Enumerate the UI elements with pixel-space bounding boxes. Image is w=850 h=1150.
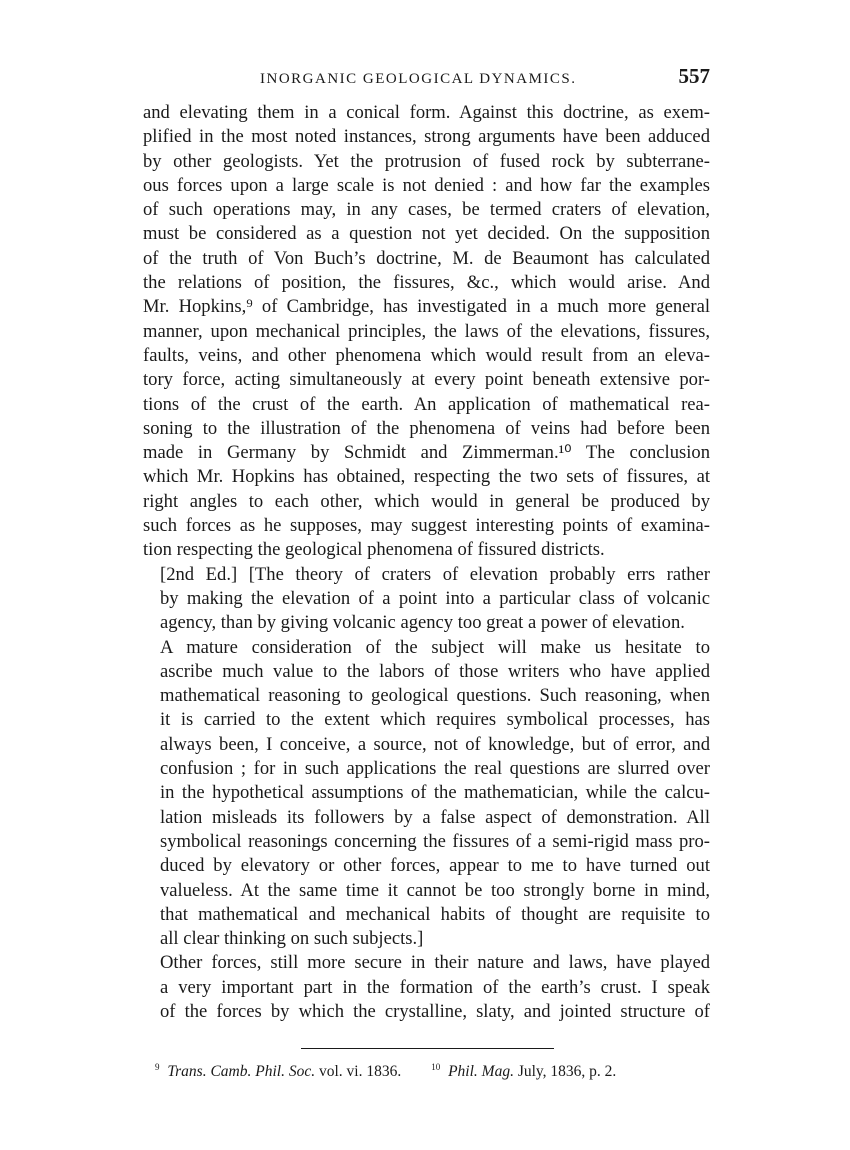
- paragraph-1: [143, 101, 710, 563]
- footnote-detail: July, 1836, p. 2.: [517, 1063, 617, 1080]
- paragraph-4: [143, 951, 710, 1024]
- text-line: which Mr. Hopkins has obtained, respecting the two sets of fissures, at: [143, 466, 710, 488]
- paragraph-3: [143, 636, 710, 952]
- text-line: by making the elevation of a point into a particular class of volcanic: [160, 587, 710, 609]
- text-line: of the truth of Von Buch’s doctrine, M. de Beaumont has calculated: [143, 247, 710, 269]
- footnote-9: [155, 1062, 401, 1081]
- text-line: must be considered as a question not yet decided. On the supposition: [143, 223, 710, 245]
- text-line: ous forces upon a large scale is not denied : and how far the examples: [143, 174, 710, 196]
- text-line: valueless. At the same time it cannot be too strongly borne in mind,: [160, 879, 710, 901]
- text-line: Mr. Hopkins,⁹ of Cambridge, has investigated in a much more general: [143, 296, 710, 318]
- text-line: duced by elevatory or other forces, appear to me to have turned out: [160, 855, 710, 877]
- text-line: in the hypothetical assumptions of the mathematician, while the calcu-: [160, 782, 710, 804]
- footnote-detail: vol. vi. 1836.: [318, 1063, 402, 1080]
- text-line: made in Germany by Schmidt and Zimmerman.¹⁰ The conclusion: [143, 442, 710, 464]
- text-line: all clear thinking on such subjects.]: [160, 928, 424, 950]
- text-line: agency, than by giving volcanic agency too great a power of elevation.: [160, 612, 685, 634]
- text-line: right angles to each other, which would in general be produced by: [143, 490, 710, 512]
- text-line: tory force, acting simultaneously at every point beneath extensive por-: [143, 369, 710, 391]
- running-title: INORGANIC GEOLOGICAL DYNAMICS.: [260, 71, 577, 87]
- text-line: such forces as he supposes, may suggest interesting points of examina-: [143, 515, 710, 537]
- text-line: soning to the illustration of the phenomena of veins had before been: [143, 417, 710, 439]
- text-line: Other forces, still more secure in their nature and laws, have played: [160, 952, 710, 974]
- footnote-marker: 9: [155, 1062, 160, 1072]
- footnotes: [155, 1062, 715, 1081]
- footnote-source: Phil. Mag.: [448, 1063, 514, 1080]
- text-line: a very important part in the formation of the earth’s crust. I speak: [160, 976, 710, 998]
- paragraph-2: [143, 563, 710, 636]
- text-line: of the forces by which the crystalline, slaty, and jointed structure of: [160, 1000, 710, 1022]
- footnote-marker: 10: [431, 1062, 441, 1072]
- text-line: faults, veins, and other phenomena which would result from an eleva-: [143, 344, 710, 366]
- footnote-source: Trans. Camb. Phil. Soc.: [167, 1063, 316, 1080]
- text-line: A mature consideration of the subject will make us hesitate to: [160, 636, 710, 658]
- text-line: lation misleads its followers by a false aspect of demonstration. All: [160, 806, 710, 828]
- text-line: of such operations may, in any cases, be termed craters of elevation,: [143, 199, 710, 221]
- text-line: the relations of position, the fissures, &c., which would arise. And: [143, 272, 710, 294]
- footnote-rule: [301, 1048, 554, 1049]
- text-line: tions of the crust of the earth. An application of mathematical rea-: [143, 393, 710, 415]
- running-head: [260, 64, 710, 88]
- text-line: always been, I conceive, a source, not of knowledge, but of error, and: [160, 733, 710, 755]
- text-line: tion respecting the geological phenomena of fissured districts.: [143, 539, 605, 561]
- text-line: plified in the most noted instances, strong arguments have been adduced: [143, 126, 710, 148]
- text-line: ascribe much value to the labors of those writers who have applied: [160, 660, 710, 682]
- footnote-10: [431, 1062, 616, 1081]
- text-line: that mathematical and mechanical habits of thought are requisite to: [160, 903, 710, 925]
- body-text: [143, 101, 710, 1024]
- text-line: mathematical reasoning to geological questions. Such reasoning, when: [160, 685, 710, 707]
- text-line: it is carried to the extent which requires symbolical processes, has: [160, 709, 710, 731]
- page-number: 557: [678, 64, 710, 88]
- text-line: symbolical reasonings concerning the fissures of a semi-rigid mass pro-: [160, 830, 710, 852]
- text-line: confusion ; for in such applications the real questions are slurred over: [160, 758, 710, 780]
- text-line: by other geologists. Yet the protrusion of fused rock by subterrane-: [143, 150, 710, 172]
- text-line: manner, upon mechanical principles, the laws of the elevations, fissures,: [143, 320, 710, 342]
- text-line: and elevating them in a conical form. Against this doctrine, as exem-: [143, 102, 710, 123]
- text-line: [2nd Ed.] [The theory of craters of elevation probably errs rather: [160, 563, 710, 585]
